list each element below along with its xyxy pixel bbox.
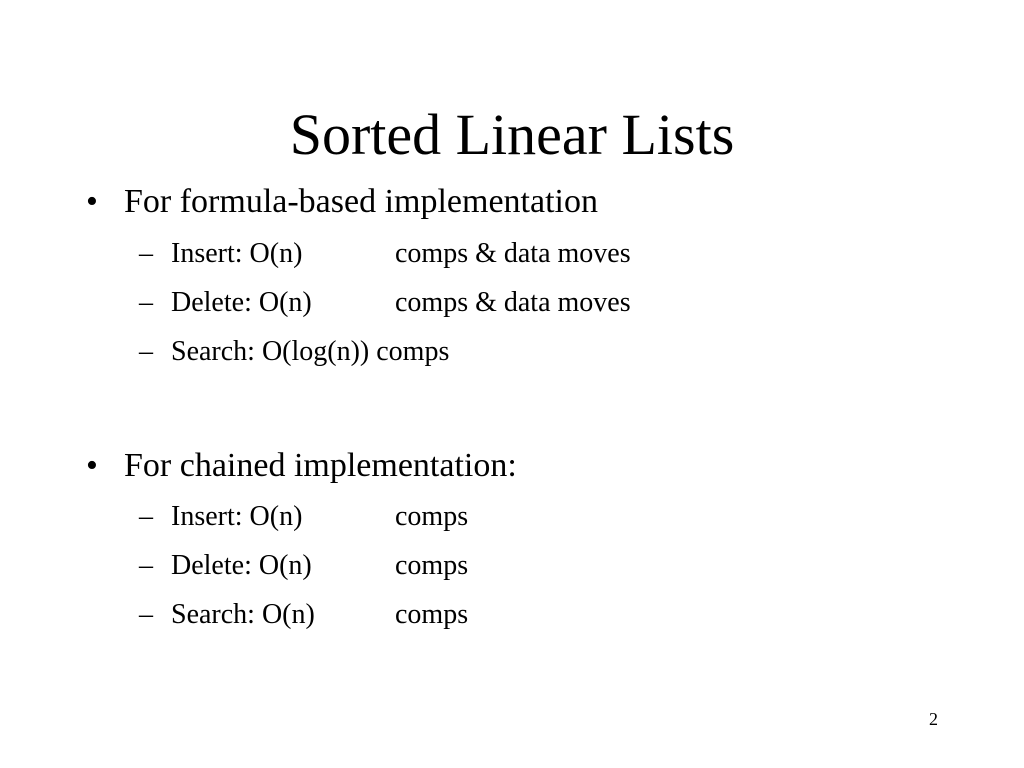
dash-marker: – bbox=[139, 238, 153, 269]
sub-item-insert bbox=[139, 237, 631, 271]
operation-detail: comps & data moves bbox=[395, 238, 631, 269]
operation-label: Search: O(n) bbox=[171, 599, 315, 630]
sub-item-search bbox=[139, 598, 468, 632]
sub-item-delete bbox=[139, 286, 631, 320]
dash-marker: – bbox=[139, 287, 153, 318]
operation-label: Insert: O(n) bbox=[171, 501, 303, 532]
bullet-marker: • bbox=[86, 447, 98, 484]
operation-label: Insert: O(n) bbox=[171, 238, 303, 269]
operation-label: Search: O(log(n)) comps bbox=[171, 336, 450, 367]
dash-marker: – bbox=[139, 501, 153, 532]
bullet-text: For formula-based implementation bbox=[124, 183, 598, 220]
operation-label: Delete: O(n) bbox=[171, 287, 312, 318]
bullet-marker: • bbox=[86, 183, 98, 220]
sub-item-search bbox=[139, 335, 449, 369]
bullet-text: For chained implementation: bbox=[124, 447, 517, 484]
operation-label: Delete: O(n) bbox=[171, 550, 312, 581]
dash-marker: – bbox=[139, 550, 153, 581]
bullet-chained bbox=[86, 446, 517, 486]
operation-detail: comps & data moves bbox=[395, 287, 631, 318]
dash-marker: – bbox=[139, 599, 153, 630]
operation-detail: comps bbox=[395, 550, 469, 581]
sub-item-delete bbox=[139, 549, 468, 583]
dash-marker: – bbox=[139, 336, 153, 367]
page-number: 2 bbox=[929, 709, 938, 729]
slide-title: Sorted Linear Lists bbox=[289, 102, 735, 167]
operation-detail: comps bbox=[395, 501, 469, 532]
bullet-formula-based bbox=[86, 182, 598, 222]
operation-detail: comps bbox=[395, 599, 469, 630]
sub-item-insert bbox=[139, 500, 468, 534]
